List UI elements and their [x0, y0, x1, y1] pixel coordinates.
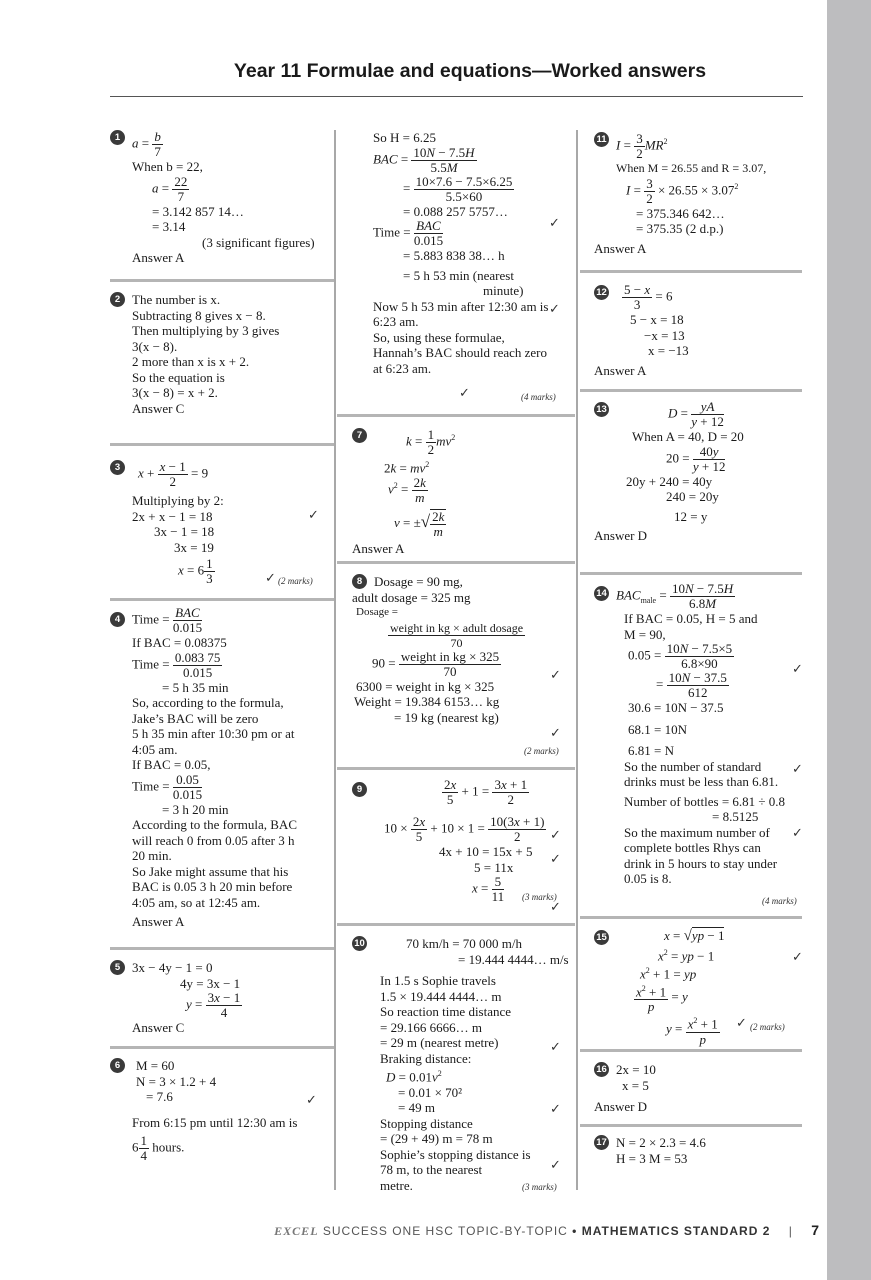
title-rule [110, 96, 803, 97]
column-divider [576, 130, 578, 1190]
math-line: 5 = 11x [474, 859, 514, 875]
math-line: 3x − 4y − 1 = 0 [132, 960, 213, 975]
question-separator [337, 414, 575, 417]
math-line: $x^2 + 1$ = yp [640, 966, 697, 982]
question-number: 12 [594, 285, 609, 300]
question-separator [580, 389, 802, 392]
text-line: Then multiplying by 3 gives [132, 323, 280, 338]
text-line: drink in 5 hours to stay under [624, 855, 778, 871]
text-line: Now 5 h 53 min after 12:30 am is [373, 298, 549, 314]
text-line: If BAC = 0.05, H = 5 and [624, 611, 758, 626]
check-icon: ✓ [306, 1093, 317, 1108]
question-number: 1 [110, 130, 125, 145]
text-line: drinks must be less than 6.81. [624, 774, 779, 789]
math-line: When b = 22, [132, 159, 203, 174]
math-line: weight in kg × adult dosage 70 [390, 620, 524, 650]
check-icon: ✓ [308, 508, 319, 523]
math-line: Weight = 19.384 6153… kg [354, 694, 500, 709]
math-line: = 5 h 53 min (nearest [403, 267, 514, 283]
math-line: = $\frac{10N - 37.5}{612}$ [656, 670, 727, 700]
text-line: If BAC = 0.05, [132, 757, 211, 772]
text-line: 6:23 am. [373, 314, 419, 329]
question-6 [110, 1058, 334, 1163]
question-separator [110, 1046, 334, 1049]
math-line: x = 5 [622, 1077, 649, 1093]
text-line: Braking distance: [380, 1050, 472, 1066]
math-line: 1.5 × 19.444 4444… m [380, 988, 502, 1004]
marks-label: (2 marks) [278, 576, 313, 586]
column-divider [334, 130, 336, 1190]
question-9 [352, 777, 576, 915]
math-line: = 29.166 6666… m [380, 1019, 482, 1035]
math-line: 5 − x = 18 [630, 312, 684, 327]
text-line: So the equation is [132, 369, 225, 385]
math-line: x = −13 [648, 343, 689, 358]
math-line: = 5.883 838 38… h [403, 248, 505, 263]
text-line: In 1.5 s Sophie travels [380, 973, 496, 988]
text-line: 0.05 is 8. [624, 871, 672, 886]
math-line: = 7.6 [146, 1089, 173, 1104]
math-line: 30.6 = 10N − 37.5 [628, 700, 724, 715]
check-icon: ✓ [550, 1158, 561, 1173]
math-line: = 8.5125 [712, 809, 759, 824]
question-number: 14 [594, 586, 609, 601]
math-line: I = $\frac{3}{2}$ × $26.55 \times 3.07^2$ [626, 175, 739, 206]
math-line: = 3.14 [152, 219, 186, 234]
check-icon: ✓ [550, 1102, 561, 1117]
text-line: Dosage = [356, 606, 398, 618]
text-line: BAC is 0.05 3 h 20 min before [132, 879, 293, 894]
math-line: a = $\frac{22}{7}$ [152, 173, 188, 204]
math-line: 3x = 19 [174, 539, 214, 555]
question-6-continued [347, 130, 575, 402]
math-line: 20y + 240 = 40y [626, 473, 713, 489]
text-line: So the maximum number of [624, 824, 770, 840]
check-icon: ✓ [265, 571, 276, 586]
text-line: 78 m, to the nearest [380, 1162, 483, 1178]
text-line: complete bottles Rhys can [624, 840, 761, 855]
text-line: So, using these formulae, [373, 329, 505, 345]
question-number: 7 [352, 428, 367, 443]
text-line: According to the formula, BAC [132, 817, 297, 832]
check-icon: ✓ [550, 852, 561, 867]
math-line: $\frac{x^2 + 1}{p}$ = y [636, 984, 688, 1015]
text-line: 3(x − 8). [132, 338, 178, 354]
question-number: 4 [110, 612, 125, 627]
check-icon: ✓ [736, 1016, 747, 1031]
question-14 [594, 581, 804, 906]
check-icon: ✓ [550, 900, 561, 915]
question-number: 8 [352, 574, 367, 589]
check-icon: ✓ [549, 302, 560, 317]
marks-label: (4 marks) [521, 392, 556, 402]
answer-line: Answer D [594, 528, 648, 543]
check-icon: ✓ [550, 668, 561, 683]
text-line: M = 90, [624, 626, 666, 642]
text-line: 2 more than x is x + 2. [132, 354, 250, 369]
text-line: Jake’s BAC will be zero [132, 710, 259, 726]
text-line: Subtracting 8 gives x − 8. [132, 307, 266, 323]
text-line: at 6:23 am. [373, 360, 432, 376]
text-line: Dosage = 90 mg, [374, 574, 463, 589]
math-line: v = ±√ $\frac{2k}{m}$ [394, 508, 445, 539]
text-line: 3(x − 8) = x + 2. [132, 385, 218, 400]
math-line: = 5 h 35 min [162, 679, 229, 695]
math-line: −x = 13 [644, 327, 685, 343]
question-15 [594, 928, 804, 1047]
question-separator [580, 1049, 802, 1052]
question-number: 3 [110, 460, 125, 475]
math-line: = 0.088 257 5757… [403, 203, 508, 219]
math-line: 2x = 10 [616, 1062, 656, 1077]
math-line: Time = $\frac{0.05}{0.015}$ [132, 771, 203, 802]
text-line: So the number of standard [624, 758, 762, 774]
math-line: = 3 h 20 min [162, 801, 229, 817]
question-10 [352, 936, 576, 1193]
math-line: = 375.346 642… [636, 205, 725, 221]
question-separator [110, 598, 334, 601]
text-line: If BAC = 0.08375 [132, 635, 227, 650]
question-number: 6 [110, 1058, 125, 1073]
math-line: 10 × $\frac{2x}{5}$ + 10 × 1 = $\frac{10(3x + 1)}{2}$ [384, 814, 545, 844]
text-line: So reaction time distance [380, 1004, 512, 1019]
question-number: 15 [594, 930, 609, 945]
check-icon: ✓ [550, 726, 561, 741]
check-icon: ✓ [792, 662, 803, 677]
text-fragment: hours. [152, 1139, 185, 1155]
footer-subject: MATHEMATICS STANDARD 2 [581, 1224, 771, 1238]
marks-label: (3 marks) [522, 892, 557, 902]
marks-label: (4 marks) [762, 896, 797, 906]
footer-series: SUCCESS ONE HSC TOPIC-BY-TOPIC [322, 1224, 568, 1238]
question-number: 10 [352, 936, 367, 951]
math-line: I = $\frac{3}{2}$ $MR^2$ [616, 131, 668, 161]
text-line: will reach 0 from 0.05 after 3 h [132, 832, 295, 848]
question-number: 5 [110, 960, 125, 975]
answer-line: Answer C [132, 400, 185, 416]
math-line: = 375.35 (2 d.p.) [636, 221, 724, 236]
question-16 [594, 1062, 804, 1115]
question-separator [337, 923, 575, 926]
math-line: When M = 26.55 and R = 3.07, [616, 161, 767, 175]
math-line: a = $\frac{b}{7}$ [132, 129, 161, 159]
text-line: So Jake might assume that his [132, 863, 289, 879]
math-line: $BAC_{male}$ = $\frac{10N - 7.5H}{6.8M}$ [616, 581, 734, 611]
math-line: $\frac{2x}{5}$ + 1 = $\frac{3x + 1}{2}$ [444, 777, 528, 807]
math-line: x = $\frac{5}{11}$ [472, 874, 505, 904]
question-separator [580, 916, 802, 919]
check-icon: ✓ [459, 386, 470, 401]
answer-line: Answer A [132, 250, 185, 265]
text-line: 5 h 35 min after 10:30 pm or at [132, 726, 295, 741]
math-line: $D = 0.01v^2$ [386, 1069, 442, 1085]
math-line: 0.05 = $\frac{10N - 7.5\times 5}{6.8\times 90}$ [628, 641, 733, 671]
math-line: BAC = $\frac{10N - 7.5H}{5.5M}$ [373, 144, 475, 175]
math-line: = (29 + 49) m = 78 m [380, 1131, 493, 1147]
math-line: x + $\frac{x - 1}{2}$ = 9 [138, 459, 209, 489]
check-icon: ✓ [550, 828, 561, 843]
question-separator [110, 947, 334, 950]
text-line: Sophie’s stopping distance is [380, 1146, 531, 1162]
math-line: = $\frac{10\times 7.6 - 7.5\times 6.25}{5.5\times 60}$ [403, 173, 513, 204]
question-1 [110, 130, 334, 266]
page-title: Year 11 Formulae and equations—Worked answers [233, 60, 707, 82]
math-line: 6 $\frac{1}{4}$ hours. [132, 1133, 185, 1163]
question-separator [580, 1124, 802, 1127]
answer-line: Answer A [352, 540, 405, 556]
math-line: Time = $\frac{0.083 75}{0.015}$ [132, 649, 221, 680]
math-line: D = $\frac{yA}{y + 12}$ [668, 399, 724, 429]
question-separator [337, 767, 575, 770]
text-line: 20 min. [132, 848, 172, 863]
question-number: 16 [594, 1062, 609, 1077]
question-number: 2 [110, 292, 125, 307]
check-icon: ✓ [549, 216, 560, 231]
math-line: $\frac{5 - x}{3}$ = 6 [624, 282, 673, 312]
answer-line: Answer D [594, 1099, 648, 1114]
text-line: The number is x. [132, 292, 221, 307]
text-line: So, according to the formula, [132, 695, 284, 710]
question-number: 13 [594, 402, 609, 417]
math-line: $v^2$ = $\frac{2k}{m}$ [388, 474, 426, 505]
question-3 [110, 460, 334, 586]
text-line: adult dosage = 325 mg [352, 589, 471, 605]
page-edge-tab [827, 0, 871, 1280]
math-line: 4x + 10 = 15x + 5 [439, 844, 533, 859]
math-line: 70 km/h = 70 000 m/h [406, 936, 523, 951]
question-12 [594, 283, 804, 378]
math-line: When A = 40, D = 20 [632, 429, 744, 444]
math-line: 12 = y [674, 508, 708, 524]
question-number: 11 [594, 132, 609, 147]
math-line: Multiplying by 2: [132, 493, 224, 508]
math-line: $2k = mv^2$ [384, 460, 430, 476]
math-line: x = √yp − 1 [664, 928, 725, 944]
answer-line: Answer A [132, 914, 185, 929]
math-line: = 19.444 4444… m/s [458, 951, 569, 967]
math-line: y = $\frac{3x - 1}{4}$ [186, 990, 241, 1020]
footer-bullet: • [572, 1224, 578, 1238]
math-line: 240 = 20y [666, 489, 719, 504]
math-line: minute) [483, 283, 524, 298]
answer-line: Answer A [594, 240, 647, 256]
question-17 [594, 1135, 804, 1166]
question-2 [110, 292, 334, 416]
question-5 [110, 960, 334, 1036]
math-line: 6.81 = N [628, 743, 674, 758]
answer-line: Answer C [132, 1020, 185, 1035]
question-separator [110, 279, 334, 282]
question-separator [110, 443, 334, 446]
question-11 [594, 132, 804, 256]
question-number: 17 [594, 1135, 609, 1150]
math-line: x = 6 $\frac{1}{3}$ [178, 556, 213, 586]
marks-label: (3 marks) [522, 1182, 557, 1192]
math-line: So H = 6.25 [373, 130, 436, 145]
math-line: Time = BAC 0.015 [373, 218, 444, 248]
check-icon: ✓ [792, 762, 803, 777]
math-line: k = $\frac{1}{2}$ $mv^2$ [406, 427, 456, 457]
math-line: N = 3 × 1.2 + 4 [136, 1073, 217, 1089]
question-4 [110, 606, 334, 930]
question-separator [580, 270, 802, 273]
footer-divider: | [788, 1224, 793, 1238]
text-line: 4:05 am. [132, 741, 178, 757]
math-line: H = 3 M = 53 [616, 1150, 688, 1166]
text-line: metre. [380, 1177, 413, 1193]
math-line: = 29 m (nearest metre) [380, 1035, 499, 1050]
answer-line: Answer A [594, 362, 647, 378]
footer-brand: EXCEL [274, 1224, 319, 1238]
math-line: N = 2 × 2.3 = 4.6 [616, 1135, 706, 1150]
math-line: $x^2$ = yp − 1 [658, 947, 715, 963]
math-line: = 19 kg (nearest kg) [394, 709, 499, 725]
page-footer [260, 1222, 820, 1239]
question-separator [337, 561, 575, 564]
math-line: = 3.142 857 14… [152, 203, 244, 219]
math-line: 6300 = weight in kg × 325 [356, 678, 495, 694]
math-line: 4y = 3x − 1 [180, 975, 241, 991]
page-number: 7 [811, 1222, 820, 1238]
math-line: y = $\frac{x^2 + 1}{p}$ [666, 1016, 718, 1047]
math-line: = 49 m [398, 1100, 435, 1116]
check-icon: ✓ [792, 950, 803, 965]
math-line: 3x − 1 = 18 [154, 524, 215, 539]
marks-label: (2 marks) [750, 1022, 785, 1032]
math-line: Number of bottles = 6.81 ÷ 0.8 [624, 793, 786, 809]
math-line: M = 60 [136, 1058, 175, 1073]
marks-label: (2 marks) [524, 746, 559, 756]
text-line: Hannah’s BAC should reach zero [373, 345, 548, 360]
check-icon: ✓ [792, 826, 803, 841]
math-line: (3 significant figures) [202, 234, 315, 250]
math-line: Time = BAC 0.015 [132, 605, 203, 635]
text-line: Stopping distance [380, 1115, 473, 1131]
question-13 [594, 400, 804, 544]
math-line: 20 = $\frac{40y}{y + 12}$ [666, 443, 726, 474]
question-separator [580, 572, 802, 575]
math-line: 68.1 = 10N [628, 721, 687, 737]
math-line: = 0.01 × 70² [398, 1084, 463, 1100]
check-icon: ✓ [550, 1040, 561, 1055]
math-line: 2x + x − 1 = 18 [132, 508, 213, 524]
text-line: 4:05 am, so at 12:45 am. [132, 894, 261, 910]
math-line: 90 = weight in kg × 325 70 [372, 648, 500, 679]
question-number: 9 [352, 782, 367, 797]
question-8 [352, 574, 576, 756]
text-line: From 6:15 pm until 12:30 am is [132, 1114, 298, 1130]
question-7 [352, 428, 576, 556]
